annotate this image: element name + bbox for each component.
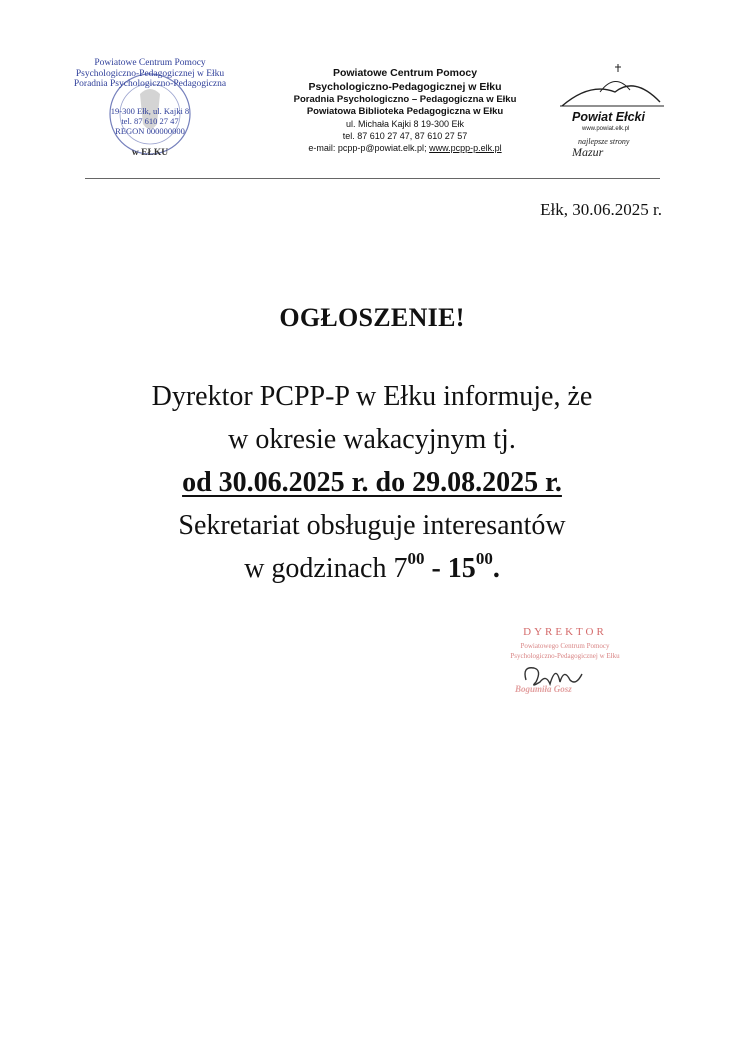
body-line-4: Sekretariat obsługuje interesantów [178,510,566,541]
stamp-line-1: Powiatowe Centrum Pomocy [94,58,206,68]
stamp-line-5: tel. 87 610 27 47 [121,116,179,126]
letterhead [255,66,555,155]
body-line-1: Dyrektor PCPP-P w Ełku informuje, że [151,381,593,412]
logo-tagline: najlepsze strony [578,137,630,146]
email-link[interactable]: pcpp-p@powiat.elk.pl [337,143,425,153]
signature-line-2: Psychologiczno-Pedagogicznej w Ełku [510,652,620,660]
website-link[interactable]: www.pcpp-p.elk.pl [429,143,502,153]
header-line-4: Powiatowa Biblioteka Pedagogiczna w Ełku [306,106,504,117]
signature-title: DYREKTOR [523,626,607,638]
stamp-line-3: Poradnia Psychologiczno-Pedagogiczna [73,79,227,89]
header-divider [85,178,660,179]
date-range: od 30.06.2025 r. do 29.08.2025 r. [182,467,562,498]
header-contact: e-mail: pcpp-p@powiat.elk.pl; www.pcpp-p.elk.pl [308,143,502,153]
stamp-line-6: REGON 000000000 [115,126,185,136]
document-date: Ełk, 30.06.2025 r. [540,200,662,219]
stamp-line-4: 19-300 Ełk, ul. Kajki 8 [110,106,190,116]
header-line-1: Powiatowe Centrum Pomocy [332,67,478,79]
header-line-3: Poradnia Psychologiczno – Pedagogiczna w Ełku [293,94,517,105]
logo-name: Powiat Ełcki [572,110,645,124]
office-hours: w godzinach $7^{00} - 15^{00}$. [244,549,500,584]
institution-stamp [55,58,245,168]
logo-url: www.powiat.elk.pl [582,126,630,132]
stamp-line-2: Psychologiczno-Pedagogicznej w Ełku [75,68,225,79]
stamp-line-7: w EŁKU [131,148,169,158]
signature-name: Bogumiła Gosz [515,684,572,694]
logo-region: Mazur [572,145,604,159]
landscape-logo-icon [560,62,670,112]
header-address: ul. Michała Kajki 8 19-300 Ełk [345,119,465,129]
header-phone: tel. 87 610 27 47, 87 610 27 57 [342,131,468,141]
signature-line-1: Powiatowego Centrum Pomocy [520,642,610,650]
announcement-body [0,375,744,590]
director-signature-stamp [470,622,660,702]
header-line-2: Psychologiczno-Pedagogicznej w Ełku [308,81,502,93]
powiat-logo [560,62,670,162]
body-line-2: w okresie wakacyjnym tj. [228,424,516,455]
document-heading: OGŁOSZENIE! [279,303,465,332]
